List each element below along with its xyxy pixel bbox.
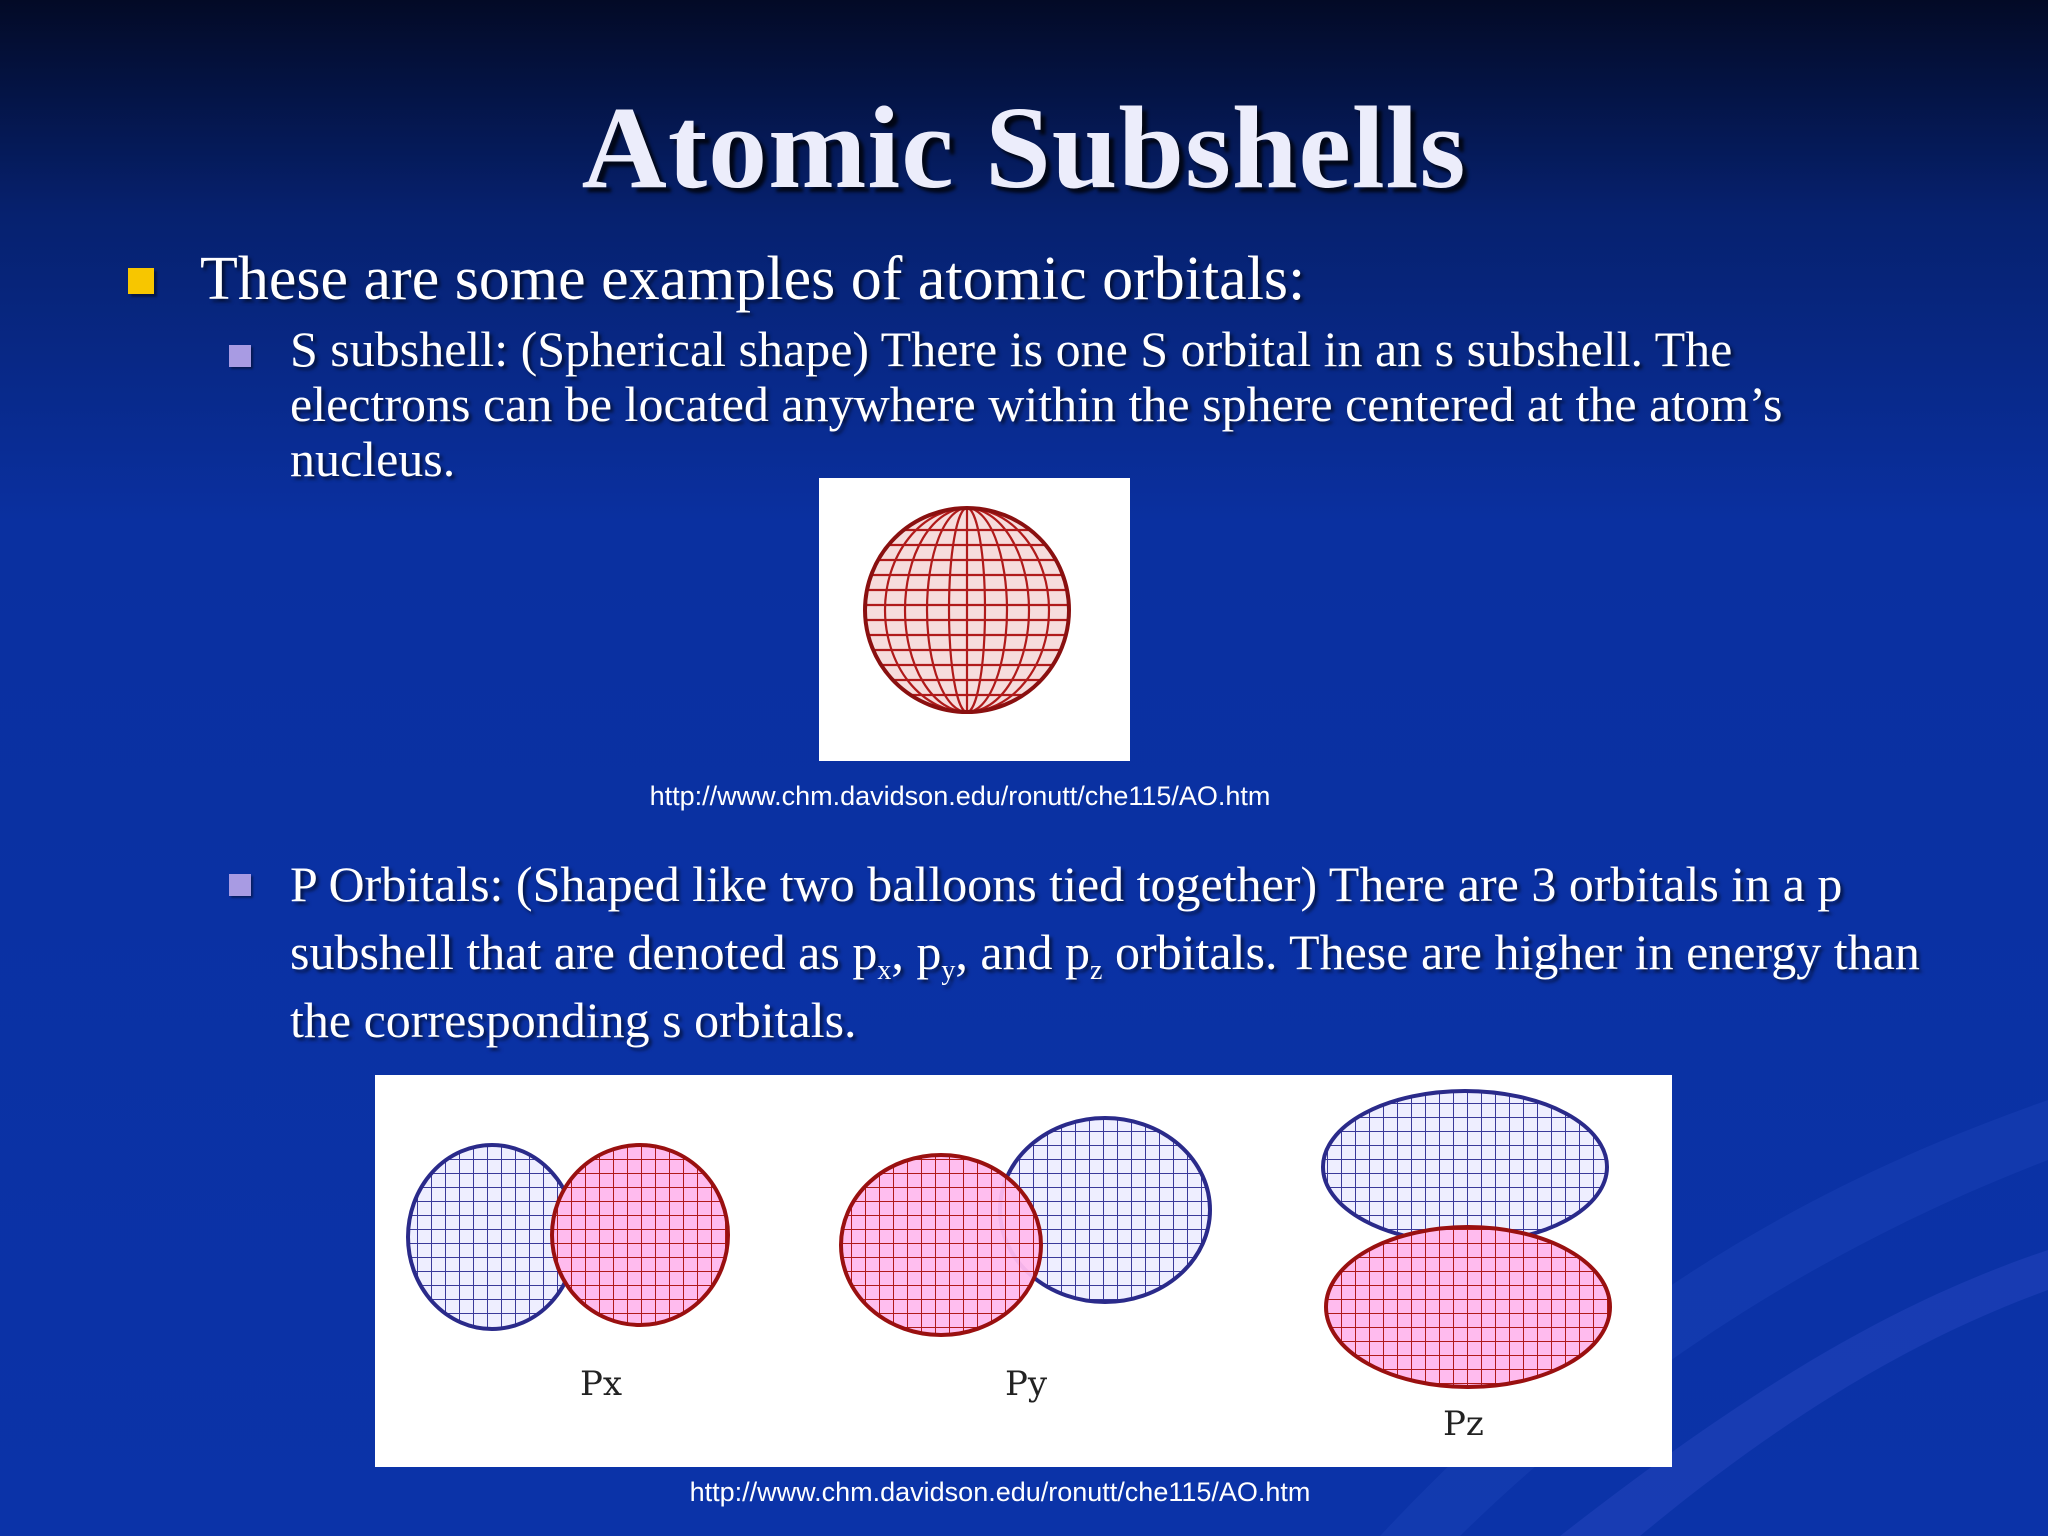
s-orbital-image — [819, 478, 1130, 761]
p-subscript-y: y — [941, 955, 956, 986]
p-text-sep1: , p — [891, 924, 942, 980]
sub-bullet-square-icon — [229, 874, 251, 896]
s-subshell-text: S subshell: (Spherical shape) There is one S orbital in an s subshell. The electrons can be located anywhere within the sphere centered at the atom’s nucleus. — [290, 321, 1783, 487]
px-orbital-icon — [408, 1145, 728, 1404]
py-orbital-icon — [841, 1118, 1210, 1404]
p-orbitals-diagram — [375, 1075, 1672, 1467]
s-orbital-sphere-icon — [819, 478, 1130, 761]
px-label: Px — [580, 1364, 623, 1404]
p-orbitals-image — [375, 1075, 1672, 1467]
bullet-square-icon — [128, 268, 154, 294]
p-subscript-x: x — [877, 955, 892, 986]
sub-bullet-square-icon — [229, 345, 251, 367]
p-text-sep2: , and p — [955, 924, 1091, 980]
p-text-intro: P Orbitals: (Shaped like two balloons tied together) There are 3 orbitals in a p subshell that are denoted as p — [290, 856, 1843, 980]
p-image-source-url[interactable]: http://www.chm.davidson.edu/ronutt/che115/AO.htm — [689, 1477, 1311, 1507]
pz-label: Pz — [1443, 1404, 1484, 1444]
main-bullet-text: These are some examples of atomic orbitals: — [200, 245, 1306, 313]
p-subscript-z: z — [1090, 955, 1103, 986]
s-image-source-url[interactable]: http://www.chm.davidson.edu/ronutt/che115/AO.htm — [649, 781, 1271, 811]
p-orbitals-text — [290, 850, 1990, 1054]
py-label: Py — [1005, 1364, 1048, 1404]
pz-orbital-icon — [1323, 1091, 1610, 1444]
p-text-rest: orbitals. These are higher in energy than the corresponding s orbitals. — [290, 924, 1920, 1048]
slide-title: Atomic Subshells — [581, 82, 1467, 213]
